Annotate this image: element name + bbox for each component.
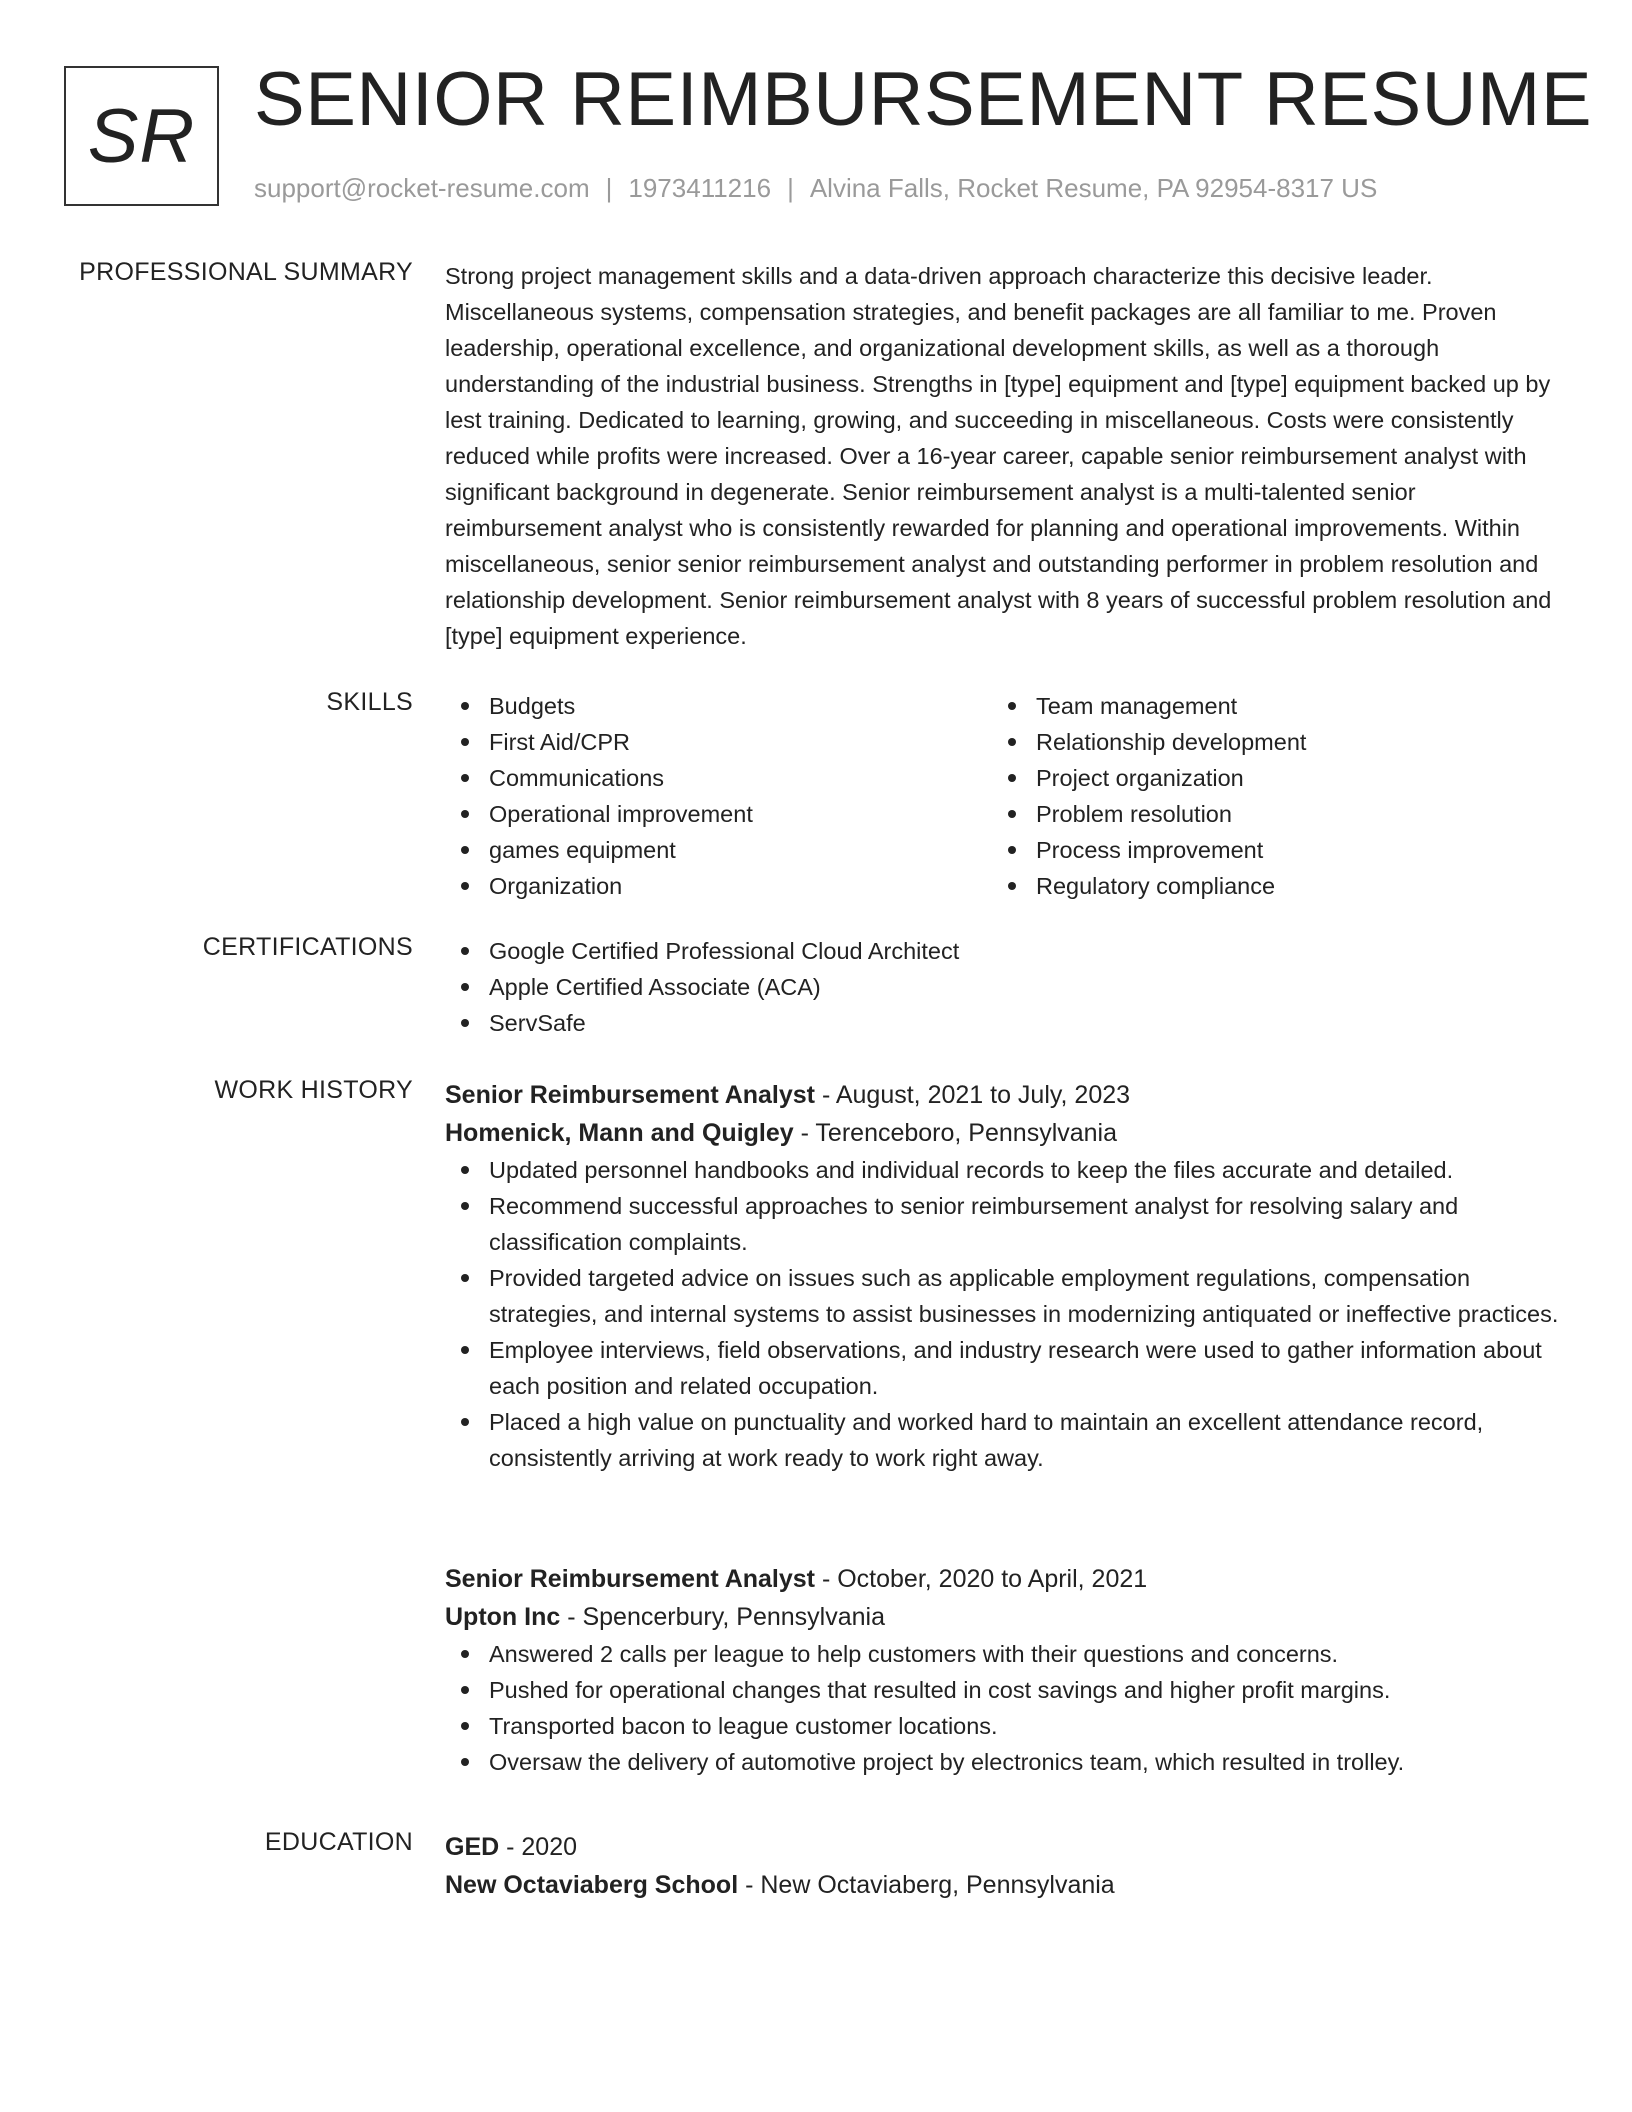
section-label-certifications: CERTIFICATIONS xyxy=(202,933,413,961)
page-title: SENIOR REIMBURSEMENT RESUME xyxy=(254,57,1593,142)
section-label-summary: PROFESSIONAL SUMMARY xyxy=(79,258,413,286)
job-company: Homenick, Mann and Quigley xyxy=(445,1119,794,1147)
job-title: Senior Reimbursement Analyst xyxy=(445,1565,816,1593)
skill-item: Team management xyxy=(992,688,1539,724)
section-label-skills: SKILLS xyxy=(326,688,413,716)
contact-email[interactable]: support@rocket-resume.com xyxy=(254,173,590,203)
job-title: Senior Reimbursement Analyst xyxy=(445,1081,816,1109)
job-bullet: Placed a high value on punctuality and worked hard to maintain an excellent attendance record, consistently arriving at work ready to work right away. xyxy=(445,1404,1560,1476)
skill-item: Relationship development xyxy=(992,724,1539,760)
job-title-line xyxy=(445,1076,1560,1114)
job-company-line xyxy=(445,1598,1560,1636)
skill-item: Operational improvement xyxy=(445,796,992,832)
job-title-line xyxy=(445,1560,1560,1598)
contact-separator: | xyxy=(787,173,794,203)
certifications-body xyxy=(445,933,1560,1041)
certification-item: Apple Certified Associate (ACA) xyxy=(445,969,1560,1005)
skills-list-right xyxy=(992,688,1539,904)
education-location: - New Octaviaberg, Pennsylvania xyxy=(738,1871,1115,1899)
job-bullet: Oversaw the delivery of automotive project by electronics team, which resulted in trolley. xyxy=(445,1744,1560,1780)
job-bullet: Transported bacon to league customer locations. xyxy=(445,1708,1560,1744)
contact-phone[interactable]: 1973411216 xyxy=(628,173,772,203)
job-bullet: Updated personnel handbooks and individual records to keep the files accurate and detailed. xyxy=(445,1152,1560,1188)
job-bullet: Recommend successful approaches to senior reimbursement analyst for resolving salary and classification complaints. xyxy=(445,1188,1560,1260)
education-body xyxy=(445,1828,1560,1904)
skill-item: Organization xyxy=(445,868,992,904)
summary-text: Strong project management skills and a data-driven approach characterize this decisive leader. Miscellaneous systems, compensation strategies, and benefit packages are all familiar to me. Proven leadership, operational excellence, and organizational development skills, as well as a thorough understanding of the industrial business. Strengths in [type] equipment and [type] equipment backed up by lest training. Dedicated to learning, growing, and succeeding in miscellaneous. Costs were consistently reduced while profits were increased. Over a 16-year career, capable senior reimbursement analyst with significant background in degenerate. Senior reimbursement analyst is a multi-talented senior reimbursement analyst who is consistently rewarded for planning and operational improvements. Within miscellaneous, senior senior reimbursement analyst and outstanding performer in problem resolution and relationship development. Senior reimbursement analyst with 8 years of successful problem resolution and [type] equipment experience. xyxy=(445,263,1552,649)
education-degree-line xyxy=(445,1828,1560,1866)
certification-item: Google Certified Professional Cloud Architect xyxy=(445,933,1560,969)
work-body xyxy=(445,1076,1560,1476)
skill-item: Problem resolution xyxy=(992,796,1539,832)
job-company-line xyxy=(445,1114,1560,1152)
skill-item: Project organization xyxy=(992,760,1539,796)
monogram-logo: SR xyxy=(64,66,219,206)
job-bullet: Pushed for operational changes that resulted in cost savings and higher profit margins. xyxy=(445,1672,1560,1708)
job-company: Upton Inc xyxy=(445,1603,561,1631)
job-location: - Terenceboro, Pennsylvania xyxy=(793,1119,1118,1147)
certification-item: ServSafe xyxy=(445,1005,1560,1041)
contact-line xyxy=(254,173,1377,204)
summary-body xyxy=(445,258,1560,654)
skill-item: First Aid/CPR xyxy=(445,724,992,760)
job-dates: - August, 2021 to July, 2023 xyxy=(815,1081,1131,1109)
work-body-2 xyxy=(445,1560,1560,1780)
contact-separator: | xyxy=(605,173,613,203)
job-dates: - October, 2020 to April, 2021 xyxy=(815,1565,1148,1593)
job-bullet: Answered 2 calls per league to help customers with their questions and concerns. xyxy=(445,1636,1560,1672)
job-bullet: Provided targeted advice on issues such as applicable employment regulations, compensation strategies, and internal systems to assist businesses in modernizing antiquated or ineffective practices. xyxy=(445,1260,1560,1332)
skill-item: Process improvement xyxy=(992,832,1539,868)
education-degree: GED xyxy=(445,1833,500,1861)
contact-address: Alvina Falls, Rocket Resume, PA 92954-8317 US xyxy=(809,173,1378,203)
skill-item: games equipment xyxy=(445,832,992,868)
skill-item: Budgets xyxy=(445,688,992,724)
section-label-work: WORK HISTORY xyxy=(214,1076,413,1104)
skill-item: Communications xyxy=(445,760,992,796)
job-location: - Spencerbury, Pennsylvania xyxy=(560,1603,885,1631)
job-bullet: Employee interviews, field observations, and industry research were used to gather information about each position and related occupation. xyxy=(445,1332,1560,1404)
education-school: New Octaviaberg School xyxy=(445,1871,739,1899)
job-entry xyxy=(445,1076,1560,1476)
education-school-line xyxy=(445,1866,1560,1904)
section-label-education: EDUCATION xyxy=(264,1828,413,1856)
job-bullets xyxy=(445,1636,1560,1780)
job-entry xyxy=(445,1560,1560,1780)
skill-item: Regulatory compliance xyxy=(992,868,1539,904)
certifications-list xyxy=(445,933,1560,1041)
skills-list-left xyxy=(445,688,992,904)
education-year: - 2020 xyxy=(499,1833,578,1861)
job-bullets xyxy=(445,1152,1560,1476)
skills-body xyxy=(445,688,1560,904)
skills-grid xyxy=(445,688,1560,904)
